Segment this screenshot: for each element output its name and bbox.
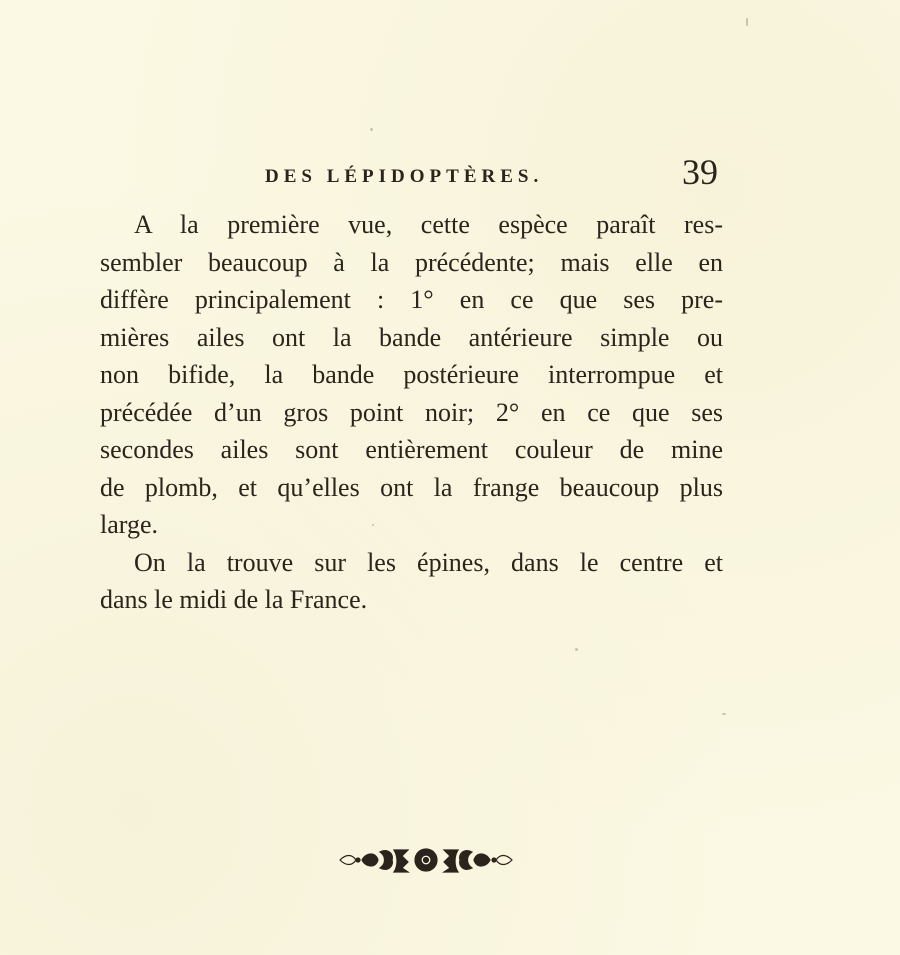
running-head-title: DES LÉPIDOPTÈRES.: [265, 166, 544, 187]
floral-tailpiece-ornament-icon: [336, 842, 516, 878]
text-line: secondes ailes sont entièrement couleur de mine: [100, 435, 723, 464]
paper-speck: [575, 648, 578, 651]
paper-speck: [372, 524, 374, 526]
paper-speck: [722, 713, 726, 715]
text-line: A la première vue, cette espèce paraît res-: [134, 210, 723, 239]
text-line: On la trouve sur les épines, dans le centre et: [134, 547, 723, 577]
page-number: 39: [682, 152, 718, 192]
body-text: [100, 206, 723, 619]
text-line: dans le midi de la France.: [100, 585, 368, 614]
text-line: large.: [100, 510, 158, 539]
text-line: diffère principalement : 1° en ce que ses pre-: [100, 285, 723, 314]
text-line: non bifide, la bande postérieure interrompue et: [100, 360, 723, 389]
paper-speck: [746, 18, 748, 26]
text-line: sembler beaucoup à la précédente; mais elle en: [100, 247, 723, 277]
paper-speck: [370, 128, 373, 131]
text-line: mières ailes ont la bande antérieure simple ou: [100, 322, 723, 352]
paragraph-2: [100, 544, 723, 619]
paragraph-1: [100, 206, 723, 544]
text-line: de plomb, et qu’elles ont la frange beaucoup plus: [100, 472, 723, 502]
text-line: précédée d’un gros point noir; 2° en ce que ses: [100, 397, 723, 427]
